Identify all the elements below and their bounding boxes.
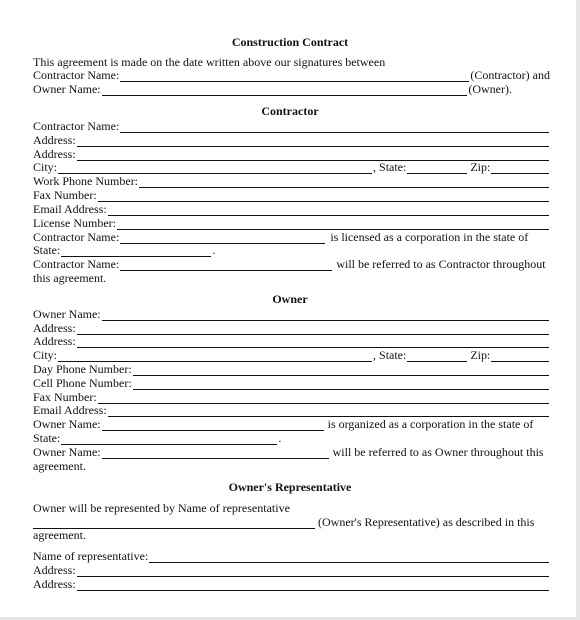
owner-cell-phone-field[interactable] — [133, 378, 549, 390]
owner-referred-row — [33, 445, 550, 459]
contractor-corp-text: is licensed as a corporation in the state of — [330, 230, 529, 244]
contractor-email-label: Email Address: — [33, 202, 107, 216]
owner-name-row — [33, 307, 550, 321]
contractor-license-row — [33, 216, 550, 230]
rep-agreement-text: agreement. — [33, 528, 86, 542]
rep-name-label: Name of representative: — [33, 549, 149, 563]
contractor-work-phone-field[interactable] — [139, 176, 549, 188]
page-edge-right — [576, 0, 580, 620]
rep-name-row — [33, 549, 550, 563]
contractor-name-label: Contractor Name: — [33, 119, 120, 133]
rep-address1-field[interactable] — [77, 565, 549, 577]
contractor-work-phone-row — [33, 174, 550, 188]
rep-address2-field[interactable] — [77, 579, 549, 591]
owner-corp-state-field[interactable] — [61, 433, 277, 445]
contractor-referred-label: Contractor Name: — [33, 257, 120, 271]
intro-owner-row — [33, 82, 550, 96]
contractor-zip-label: Zip: — [470, 160, 491, 174]
contractor-state-field[interactable] — [407, 162, 467, 174]
owner-fax-row — [33, 390, 550, 404]
contractor-address2-row — [33, 147, 550, 161]
owner-city-label: City: — [33, 348, 58, 362]
contractor-state-row — [33, 243, 550, 257]
contractor-city-field[interactable] — [58, 162, 372, 174]
intro-contractor-field[interactable] — [120, 70, 469, 82]
contractor-address1-field[interactable] — [77, 135, 549, 147]
contractor-city-row — [33, 160, 550, 174]
owner-email-label: Email Address: — [33, 403, 107, 417]
owner-name-field[interactable] — [102, 309, 549, 321]
rep-address1-row — [33, 563, 550, 577]
owner-address2-field[interactable] — [77, 336, 549, 348]
rep-address1-label: Address: — [33, 563, 76, 577]
rep-address2-label: Address: — [33, 577, 76, 591]
owner-corp-text: is organized as a corporation in the state of — [327, 417, 534, 431]
contractor-corp-state-end: . — [212, 243, 216, 257]
owner-referred-text: will be referred to as Owner throughout this — [332, 445, 544, 459]
contractor-corp-state-label: State: — [33, 243, 61, 257]
contractor-fax-label: Fax Number: — [33, 188, 97, 202]
contractor-agreement-text: this agreement. — [33, 271, 107, 285]
contractor-heading: Contractor — [261, 104, 319, 118]
rep-heading: Owner's Representative — [228, 480, 352, 494]
contractor-license-field[interactable] — [117, 218, 549, 230]
owner-address1-label: Address: — [33, 321, 76, 335]
owner-zip-field[interactable] — [491, 350, 549, 362]
rep-name-field[interactable] — [149, 551, 549, 563]
contractor-referred-text: will be referred to as Contractor throughout — [336, 257, 546, 271]
rep-intro-text: Owner will be represented by Name of representative — [33, 501, 290, 515]
intro-contractor-label: Contractor Name: — [33, 68, 120, 82]
owner-day-phone-row — [33, 362, 550, 376]
owner-agreement-text: agreement. — [33, 459, 86, 473]
owner-name-label: Owner Name: — [33, 307, 101, 321]
owner-email-row — [33, 403, 550, 417]
owner-state-field[interactable] — [407, 350, 467, 362]
intro-owner-label: Owner Name: — [33, 82, 101, 96]
owner-referred-label: Owner Name: — [33, 445, 101, 459]
owner-corp-row — [33, 417, 550, 431]
contractor-corp-label: Contractor Name: — [33, 230, 120, 244]
owner-corp-state-label: State: — [33, 431, 61, 445]
owner-corp-state-end: . — [278, 431, 282, 445]
intro-contractor-row — [33, 68, 550, 82]
owner-state-row — [33, 431, 550, 445]
intro-owner-suffix: (Owner). — [468, 82, 512, 96]
contractor-city-label: City: — [33, 160, 58, 174]
owner-cell-phone-label: Cell Phone Number: — [33, 376, 132, 390]
contractor-referred-row — [33, 257, 550, 271]
contractor-email-row — [33, 202, 550, 216]
intro-text: This agreement is made on the date written above our signatures between — [33, 55, 386, 69]
contractor-referred-field[interactable] — [120, 259, 332, 271]
contractor-work-phone-label: Work Phone Number: — [33, 174, 139, 188]
intro-contractor-suffix: (Contractor) and — [470, 68, 550, 82]
rep-field-row — [33, 515, 550, 529]
contractor-corp-state-field[interactable] — [61, 245, 211, 257]
contractor-fax-row — [33, 188, 550, 202]
rep-suffix-text: (Owner's Representative) as described in this — [318, 515, 535, 529]
owner-referred-field[interactable] — [102, 447, 329, 459]
owner-heading: Owner — [272, 292, 308, 306]
document-title: Construction Contract — [231, 35, 349, 49]
contractor-address1-label: Address: — [33, 133, 76, 147]
contractor-corp-row — [33, 230, 550, 244]
owner-corp-field[interactable] — [102, 419, 324, 431]
owner-cell-phone-row — [33, 376, 550, 390]
contractor-fax-field[interactable] — [98, 190, 549, 202]
owner-day-phone-label: Day Phone Number: — [33, 362, 132, 376]
contractor-license-label: License Number: — [33, 216, 116, 230]
intro-owner-field[interactable] — [102, 84, 468, 96]
contractor-name-field[interactable] — [120, 121, 549, 133]
rep-address2-row — [33, 577, 550, 591]
contractor-state-label: , State: — [373, 160, 407, 174]
owner-corp-label: Owner Name: — [33, 417, 101, 431]
owner-address2-label: Address: — [33, 334, 76, 348]
contractor-address1-row — [33, 133, 550, 147]
owner-city-row — [33, 348, 550, 362]
contractor-email-field[interactable] — [108, 204, 549, 216]
contractor-name-row — [33, 119, 550, 133]
contractor-zip-field[interactable] — [491, 162, 549, 174]
owner-state-label: , State: — [373, 348, 407, 362]
contractor-address2-label: Address: — [33, 147, 76, 161]
owner-email-field[interactable] — [108, 405, 549, 417]
owner-zip-label: Zip: — [470, 348, 491, 362]
owner-fax-label: Fax Number: — [33, 390, 97, 404]
owner-day-phone-field[interactable] — [133, 364, 549, 376]
owner-address1-row — [33, 321, 550, 335]
owner-address2-row — [33, 334, 550, 348]
owner-city-field[interactable] — [58, 350, 372, 362]
